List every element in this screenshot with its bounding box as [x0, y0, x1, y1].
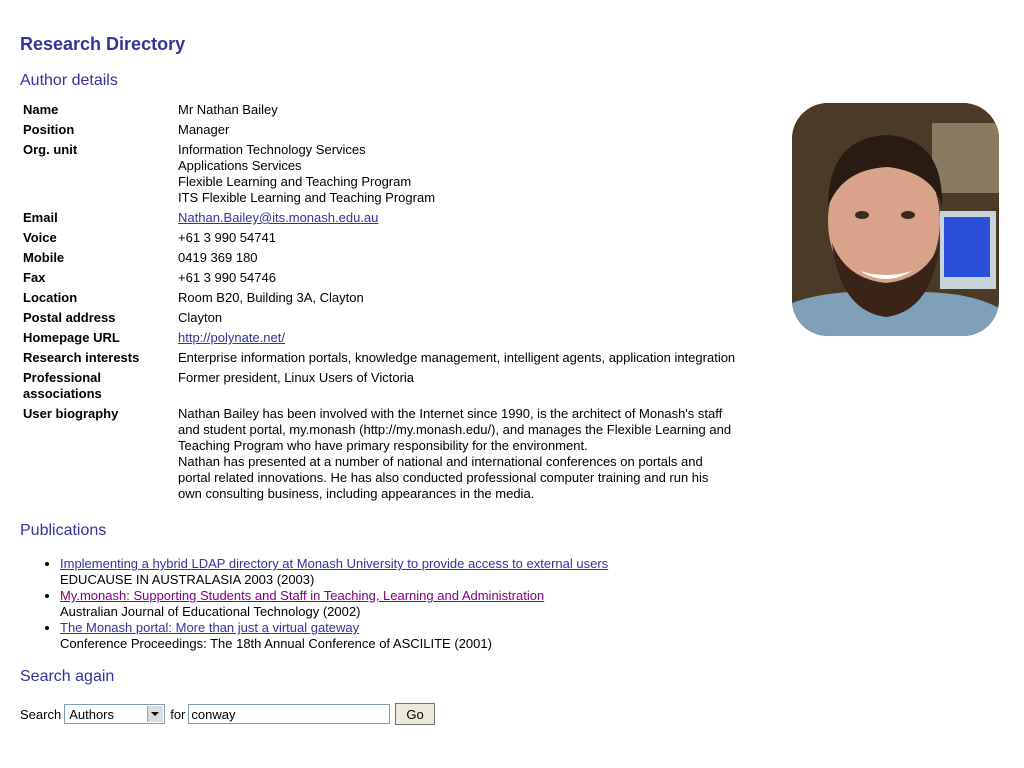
search-again-heading: Search again [20, 668, 115, 685]
author-name: Mr Nathan Bailey [178, 102, 278, 117]
detail-row-fax [20, 270, 738, 290]
publication-link[interactable]: My.monash: Supporting Students and Staff in Teaching, Learning and Administration [60, 588, 545, 603]
detail-row-research [20, 350, 738, 370]
email-link[interactable]: Nathan.Bailey@its.monash.edu.au [178, 210, 379, 225]
detail-label: Name [23, 102, 59, 117]
author-mobile: 0419 369 180 [178, 250, 258, 265]
publication-item [60, 588, 608, 620]
detail-row-position [20, 122, 738, 142]
biography-line: Nathan Bailey has been involved with the Internet since 1990, is the architect of Monash's staff [178, 406, 723, 421]
detail-row-name [20, 102, 738, 122]
detail-row-org-unit [20, 142, 738, 210]
detail-label: Position [23, 122, 75, 137]
publication-source: Conference Proceedings: The 18th Annual Conference of ASCILITE (2001) [60, 636, 492, 651]
detail-label: Mobile [23, 250, 65, 265]
author-details-heading: Author details [20, 72, 118, 89]
search-form [20, 703, 435, 725]
for-label: for [170, 706, 186, 722]
publications-list [40, 556, 608, 652]
detail-row-email [20, 210, 738, 230]
org-unit-line: ITS Flexible Learning and Teaching Program [178, 190, 436, 205]
search-label: Search [20, 706, 62, 722]
detail-label: Fax [23, 270, 46, 285]
detail-label: Postal address [23, 310, 116, 325]
author-postal: Clayton [178, 310, 223, 325]
detail-label: Email [23, 210, 58, 225]
publications-heading: Publications [20, 522, 107, 539]
org-unit-line: Flexible Learning and Teaching Program [178, 174, 412, 189]
search-input[interactable] [188, 704, 390, 724]
detail-label: Location [23, 290, 78, 305]
detail-row-mobile [20, 250, 738, 270]
page-title: Research Directory [20, 34, 186, 54]
detail-row-professional [20, 370, 738, 406]
detail-label: User biography [23, 406, 119, 421]
org-unit-line: Applications Services [178, 158, 302, 173]
biography-line: and student portal, my.monash (http://my.monash.edu/), and manages the Flexible Learning and [178, 422, 732, 437]
go-button[interactable]: Go [395, 703, 434, 725]
author-photo [792, 103, 999, 336]
detail-row-voice [20, 230, 738, 250]
biography-line: own consulting business, including appearances in the media. [178, 486, 535, 501]
detail-row-homepage [20, 330, 738, 350]
detail-row-biography [20, 406, 738, 506]
detail-label: Research interests [23, 350, 140, 365]
author-location: Room B20, Building 3A, Clayton [178, 290, 364, 305]
biography-line: Teaching Program who have primary responsibility for the environment. [178, 438, 588, 453]
detail-label: Org. unit [23, 142, 78, 157]
detail-label-line: associations [23, 386, 102, 401]
author-details-table [20, 102, 738, 506]
author-position: Manager [178, 122, 230, 137]
author-professional-associations: Former president, Linux Users of Victoria [178, 370, 415, 385]
detail-label: Voice [23, 230, 57, 245]
detail-label-line: Professional [23, 370, 102, 385]
chevron-down-icon[interactable] [147, 706, 163, 722]
author-portrait-image [792, 103, 999, 336]
publication-link[interactable]: Implementing a hybrid LDAP directory at Monash University to provide access to external users [60, 556, 609, 571]
detail-row-postal [20, 310, 738, 330]
author-fax: +61 3 990 54746 [178, 270, 276, 285]
biography-line: Nathan has presented at a number of national and international conferences on portals and [178, 454, 703, 469]
author-org-unit [175, 142, 738, 210]
publication-item [60, 620, 608, 652]
search-type-value: Authors [69, 707, 115, 722]
search-type-select[interactable] [64, 704, 165, 724]
org-unit-line: Information Technology Services [178, 142, 366, 157]
author-voice: +61 3 990 54741 [178, 230, 276, 245]
detail-label: Homepage URL [23, 330, 120, 345]
publication-link[interactable]: The Monash portal: More than just a virtual gateway [60, 620, 360, 635]
author-biography [175, 406, 738, 506]
publication-item [60, 556, 608, 588]
biography-line: portal related innovations. He has also conducted professional computer training and run his [178, 470, 709, 485]
detail-label [20, 370, 175, 406]
publication-source: EDUCAUSE IN AUSTRALASIA 2003 (2003) [60, 572, 315, 587]
publication-source: Australian Journal of Educational Technology (2002) [60, 604, 361, 619]
homepage-link[interactable]: http://polynate.net/ [178, 330, 285, 345]
detail-row-location [20, 290, 738, 310]
author-research-interests: Enterprise information portals, knowledge management, intelligent agents, application integration [178, 350, 736, 365]
